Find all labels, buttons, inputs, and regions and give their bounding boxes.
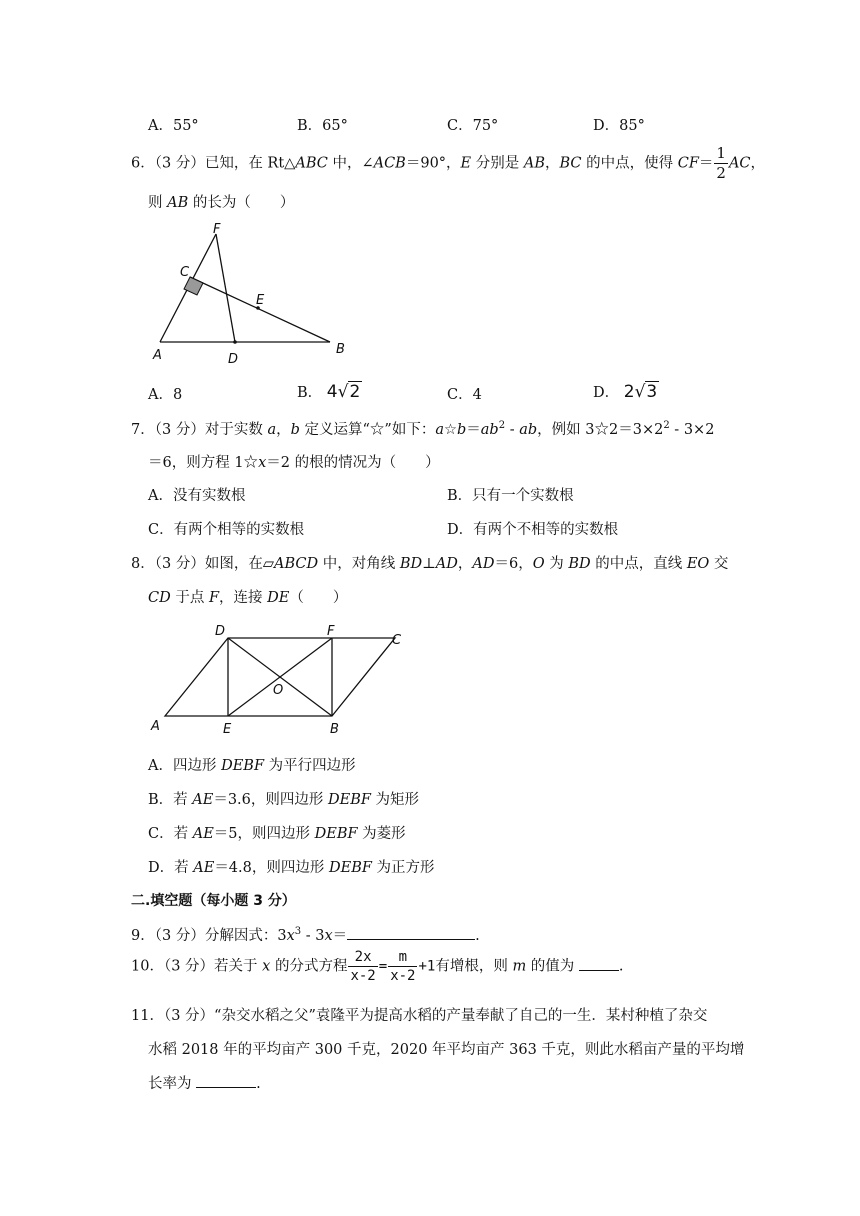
label-c: C — [180, 265, 190, 280]
label-c: C — [392, 633, 402, 648]
label-d: D — [215, 624, 226, 639]
segment-fd — [216, 234, 235, 342]
label-d: D — [228, 352, 239, 367]
q5-option-d: D．85° — [593, 118, 645, 134]
q6-option-c: C．4 — [447, 387, 482, 403]
label-e: E — [223, 722, 232, 737]
q8-option-d: D．若 AE＝4.8，则四边形 DEBF 为正方形 — [148, 860, 435, 876]
q10-fraction-right: $\frac{m}{x-2}$ — [390, 949, 416, 984]
label-a: A — [151, 719, 160, 734]
q10-stem: 10．（3 分）若关于 x 的分式方程 $\frac{2x}{x-2}$ = $\frac{m}{x-2}$ +1有增根，则 m 的值为 . — [131, 949, 624, 984]
q11-stem-line2: 水稻 2018 年的平均亩产 300 千克，2020 年平均亩产 363 千克，则此水稻亩产量的平均增 — [148, 1042, 745, 1058]
q5-option-b: B．65° — [297, 118, 348, 134]
q5-option-c: C．75° — [447, 118, 499, 134]
q9-stem: 9．（3 分）分解因式：$3x^3 - 3x=$ . — [131, 926, 480, 944]
q6-option-b: B． 4√2 — [297, 382, 361, 402]
q10-answer-blank[interactable] — [579, 956, 619, 971]
q6-option-d-radical: 2√3 — [623, 382, 658, 402]
q7-stem-line2: ＝6，则方程 1☆x＝2 的根的情况为（ ） — [148, 455, 440, 471]
label-a: A — [153, 348, 162, 363]
q6-triangle-figure — [140, 222, 370, 372]
point-d — [233, 340, 237, 344]
q6-option-a: A．8 — [148, 387, 183, 403]
q8-stem-line1: 8．（3 分）如图，在▱ABCD 中，对角线 BD⊥AD，AD＝6，O 为 BD 的中点，直线 EO 交 — [131, 556, 729, 572]
q8-option-c: C．若 AE＝5，则四边形 DEBF 为菱形 — [148, 826, 406, 842]
q8-stem-line2: CD 于点 F，连接 DE（ ） — [148, 590, 348, 606]
label-o: O — [273, 683, 284, 698]
q11-stem-line1: 11．（3 分）“杂交水稻之父”袁隆平为提高水稻的产量奉献了自己的一生．某村种植了杂交 — [131, 1008, 708, 1024]
q7-option-c: C．有两个相等的实数根 — [148, 522, 305, 538]
label-b: B — [336, 342, 345, 357]
q5-option-a: A．55° — [148, 118, 199, 134]
q6-option-d: D． 2√3 — [593, 382, 658, 402]
q11-stem-line3: 长率为 . — [148, 1072, 261, 1093]
label-b: B — [330, 722, 339, 737]
q8-parallelogram-figure — [145, 620, 415, 740]
section-title: 二.填空题（每小题 3 分） — [131, 893, 296, 909]
segment-cb — [190, 277, 330, 342]
label-f: F — [327, 624, 335, 639]
q6-fraction: $\frac{1}{2}$ — [716, 144, 726, 182]
q7-option-a: A．没有实数根 — [148, 488, 246, 504]
q11-answer-blank[interactable] — [196, 1073, 256, 1088]
q10-fraction-left: $\frac{2x}{x-2}$ — [350, 949, 376, 984]
q8-option-b: B．若 AE＝3.6，则四边形 DEBF 为矩形 — [148, 792, 420, 808]
q7-option-d: D．有两个不相等的实数根 — [447, 522, 619, 538]
q8-option-a: A．四边形 DEBF 为平行四边形 — [148, 758, 356, 774]
q6-stem-line2: 则 AB 的长为（ ） — [148, 195, 295, 211]
q6-stem-line1: 6．（3 分）已知，在 Rt△ABC 中，∠ACB＝90°，E 分别是 AB，BC 的中点，使得 CF＝ $\frac{1}{2}$ AC， — [131, 144, 766, 182]
label-f: F — [213, 222, 221, 237]
q9-answer-blank[interactable] — [347, 925, 475, 940]
label-e: E — [256, 293, 265, 308]
q7-option-b: B．只有一个实数根 — [447, 488, 574, 504]
q7-stem-line1: 7．（3 分）对于实数 a，b 定义运算“☆”如下：$a☆b=ab^2$ - ab，例如 $3☆2=3\times 2^2 - 3\times 2$ — [131, 420, 715, 438]
q6-option-b-radical: 4√2 — [326, 382, 361, 402]
